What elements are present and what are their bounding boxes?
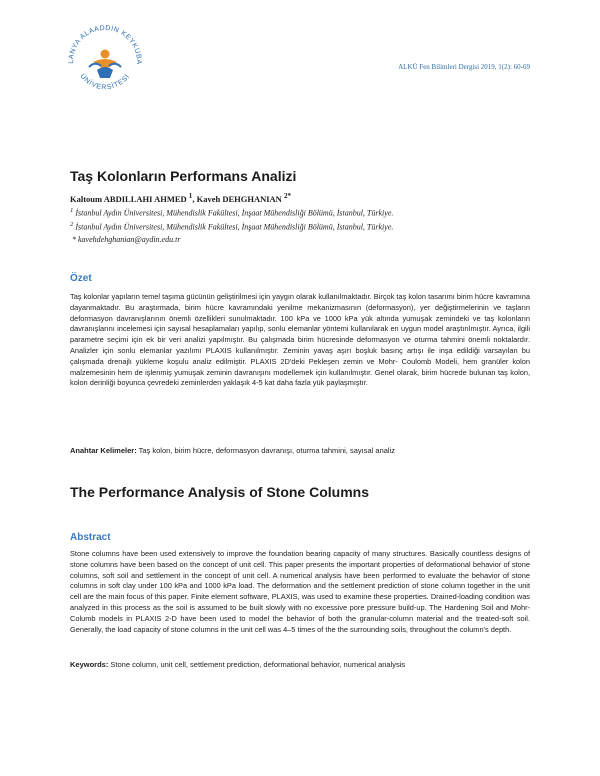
anahtar-label: Anahtar Kelimeler: xyxy=(70,446,137,455)
logo-text-top: LANYA ALAADDİN KEYKUBA xyxy=(67,24,143,65)
anahtar-text: Taş kolon, birim hücre, deformasyon davranışı, oturma tahmini, sayısal analiz xyxy=(136,446,395,455)
journal-reference: ALKÜ Fen Bilimleri Dergisi 2019, 1(2): 60-69 xyxy=(398,63,530,71)
affiliation-1-num: 1 xyxy=(70,207,74,214)
ozet-body: Taş kolonlar yapıların temel taşıma gücünün geliştirilmesi için yaygın olarak kullanılmaktadır. Birçok taş kolon tasarımı birim hücre kavramına dayanmaktadır. Bu araştırmada, birim hücre kavramındaki yenilme mekanizmasının (deformasyon), yer değiştirmelerinin ve taşların deformasyon davranışlarının önemli özellikleri sunulmaktadır. 100 kPa ve 1000 kPa yük altında yumuşak zemindeki ve taş kolonların davranışlarını incelemesi için sayısal hesaplamaları yapılıp, sonlu elemanlar yöntemi kullanılarak en uygun model araştırılmıştır. Ayrıca, ilgili parametre seçimi için ek bir veri analizi yapılmıştır. Bu çalışmada birim hücresinde deformasyon ve oturma tahmini önemli noktalardır. Analizler için sonlu elemanlar yazılımı PLAXIS kullanılmıştır. Zeminin yavaş aşırı boşluk basınç artışı ile inşa edildiği varsayılan bu çalışmada drenajlı yükleme koşulu analiz edilmiştir. PLAXIS 2D'deki Pekleşen zemin ve Mohr- Coulomb Modeli, hem granüler kolon malzemesinin hem de işlenmiş yumuşak zeminin davranışını modellemek için kullanılmıştır. Genel olarak, birim hücrede bulunan taş kolon, kolon derinliği boyunca çevredeki zeminlerden yaklaşık 4-5 kat daha fazla yük paylaşmıştır. xyxy=(70,292,530,388)
keywords-label: Keywords: xyxy=(70,660,109,669)
anahtar-kelimeler xyxy=(70,446,530,455)
abstract-body: Stone columns have been used extensively to improve the foundation bearing capacity of many structures. Basically countless designs of stone columns have been based on the concept of unit cell. This paper presents the important properties of deformational behavior of stone columns, soft soil and settlement in the concept of unit cell. A numerical analysis have been performed to evaluate the behavior of stone columns in soft clay under 100 kPa and 1000 kPa load. The deformation and the settlement prediction of stone column together in the unit cell are the main focus of this paper. Finite element software, PLAXIS, was used to examine these properties. Drained-loading condition was analyzed in this process as the soil is assumed to be built slowly with no excessive pore pressure build-up. The Hardening Soil and Mohr-Columb models in PLAXIS 2-D have been used to model the behavior of both the granular-column material and the treated-soft soil. Generally, the load capacity of stone columns in the unit cell was 4–5 times of the the surrounding soils, throughout the column's depth. xyxy=(70,549,530,634)
keywords-line xyxy=(70,660,530,669)
keywords-text: Stone column, unit cell, settlement prediction, deformational behavior, numerical analysis xyxy=(108,660,406,669)
university-logo xyxy=(55,12,155,112)
university-seal-icon xyxy=(55,12,155,112)
authors-line xyxy=(70,192,291,204)
author-2-sup: 2* xyxy=(283,192,292,200)
abstract-heading: Abstract xyxy=(70,532,111,543)
author-separator: , xyxy=(192,193,197,204)
corresponding-email: * kavehdehghanian@aydin.edu.tr xyxy=(72,235,181,244)
author-1: Kaltoum ABDILLAHI AHMED xyxy=(70,193,187,204)
affiliation-2 xyxy=(70,221,393,232)
title-english: The Performance Analysis of Stone Columns xyxy=(70,484,369,500)
author-2: Kaveh DEHGHANIAN xyxy=(196,193,282,204)
title-turkish: Taş Kolonların Performans Analizi xyxy=(70,168,297,184)
logo-text-bottom: ÜNİVERSİTESİ xyxy=(78,72,132,92)
ozet-heading: Özet xyxy=(70,273,92,284)
affiliation-2-num: 2 xyxy=(70,221,74,228)
affiliation-1 xyxy=(70,207,393,218)
affiliation-2-text: İstanbul Aydın Üniversitesi, Mühendislik Fakültesi, İnşaat Mühendisliği Bölümü, İstanbul, Türkiye. xyxy=(75,222,394,232)
affiliation-1-text: İstanbul Aydın Üniversitesi, Mühendislik Fakültesi, İnşaat Mühendisliği Bölümü, İstanbul, Türkiye. xyxy=(75,208,394,218)
author-1-sup: 1 xyxy=(188,192,193,200)
svg-text:ALANYA ALAADDİN KEYKUBAT xyxy=(55,12,142,64)
